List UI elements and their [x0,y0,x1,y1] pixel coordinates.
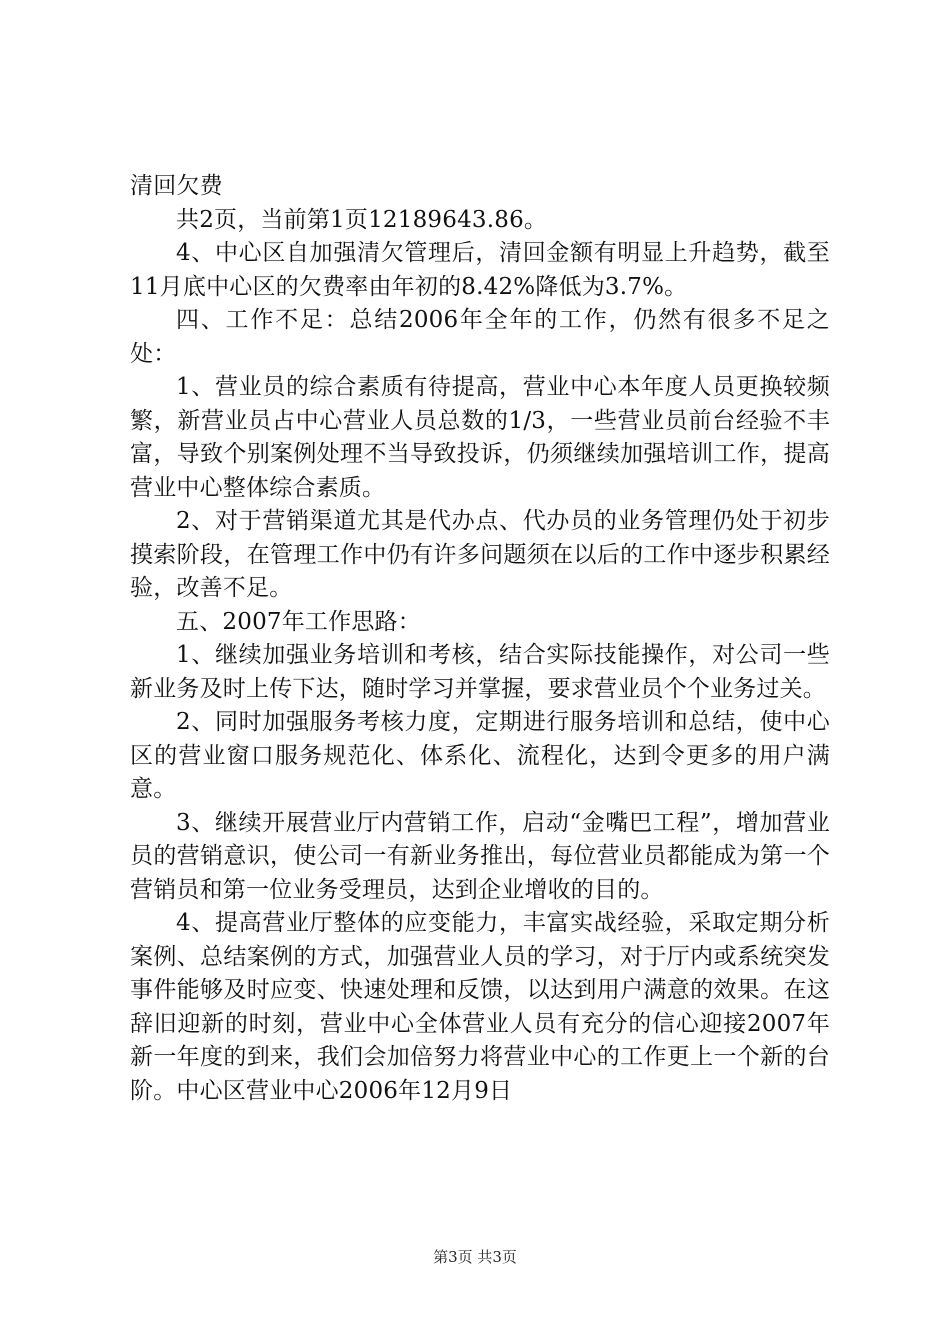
paragraph-plan-3: 3、继续开展营业厅内营销工作，启动“金嘴巴工程”，增加营业员的营销意识，使公司一有新业务推出，每位营业员都能成为第一个营销员和第一位业务受理员，达到企业增收的目的。 [130,809,830,903]
section-heading-shortcomings: 四、工作不足：总结2006年全年的工作，仍然有很多不足之处： [130,307,830,367]
paragraph-continuation: 清回欠费 [130,173,223,199]
paragraph-plan-1: 1、继续加强业务培训和考核，结合实际技能操作，对公司一些新业务及时上传下达，随时学习并掌握，要求营业员个个业务过关。 [130,642,830,702]
paragraph-arrears-rate: 4、中心区自加强清欠管理后，清回金额有明显上升趋势，截至11月底中心区的欠费率由年初的8.42%降低为3.7%。 [130,240,830,300]
section-heading-2007-plan: 五、2007年工作思路： [176,608,421,635]
paragraph-plan-4: 4、提高营业厅整体的应变能力，丰富实战经验，采取定期分析案例、总结案例的方式，加强营业人员的学习，对于厅内或系统突发事件能够及时应变、快速处理和反馈，以达到用户满意的效果。在这辞旧迎新的时刻，营业中心全体营业人员有充分的信心迎接2007年新一年度的到来，我们会加倍努力将营业中心的工作更上一个新的台阶。中心区营业中心2006年12月9日 [130,910,830,1104]
paragraph-shortcoming-2: 2、对于营销渠道尤其是代办点、代办员的业务管理仍处于初步摸索阶段，在管理工作中仍有许多问题须在以后的工作中逐步积累经验，改善不足。 [130,508,830,601]
paragraph-plan-2: 2、同时加强服务考核力度，定期进行服务培训和总结，使中心区的营业窗口服务规范化、体系化、流程化，达到令更多的用户满意。 [130,709,830,802]
paragraph-page-note: 共2页，当前第1页12189643.86。 [176,206,548,233]
document-body [130,170,830,1108]
page-footer: 第3页 共3页 [433,1248,517,1266]
paragraph-shortcoming-1: 1、营业员的综合素质有待提高，营业中心本年度人员更换较频繁，新营业员占中心营业人员总数的1/3，一些营业员前台经验不丰富，导致个别案例处理不当导致投诉，仍须继续加强培训工作，提高营业中心整体综合素质。 [130,374,830,501]
